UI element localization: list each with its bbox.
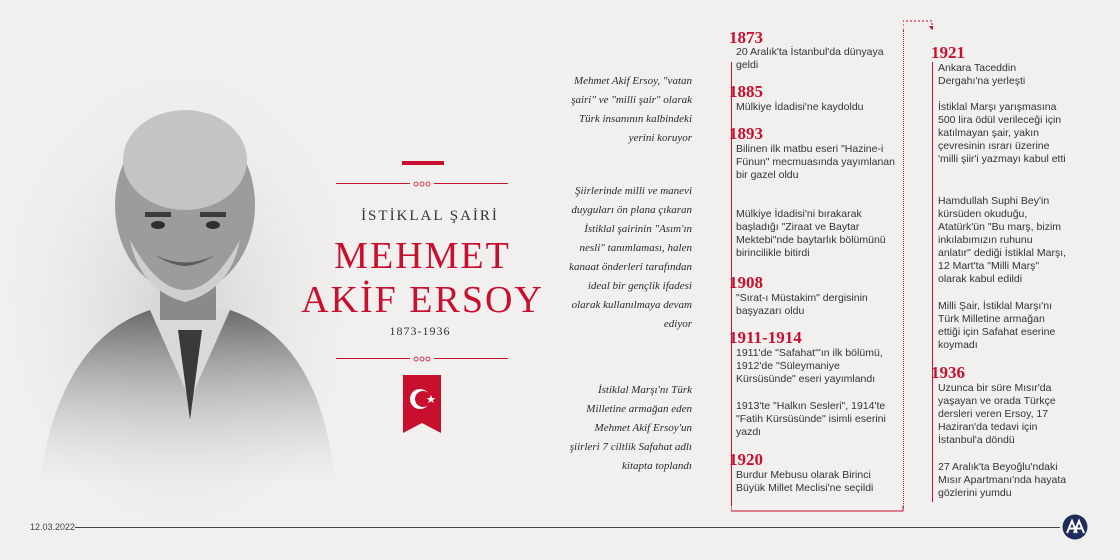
timeline-event: Hamdullah Suphi Bey'in kürsüden okuduğu, Atatürk'ün "Bu marş, bizim inkılabımızın ruhunu anlatır" dediği İstiklal Marşı, 12 Mart'ta "Milli Marş" olarak kabul edildi bbox=[938, 195, 1067, 285]
subtitle: İSTİKLAL ŞAİRİ bbox=[361, 208, 499, 224]
timeline-event: Mülkiye İdadisi'ni bırakarak başladığı "Ziraat ve Baytar Mektebi"nde baytarlık bölümünü birincilikle bitirdi bbox=[736, 208, 886, 259]
connector-arrow-icon bbox=[903, 20, 933, 30]
timeline-event: 1913'te "Halkın Sesleri", 1914'te "Fatih Kürsüsünde" isimli eserini yazdı bbox=[736, 400, 886, 438]
narrative-paragraph: Şiirlerinde milli ve manevi duyguları ön plana çıkaran İstiklal şairinin "Asım'ın nesli" tanımlaması, halen kanaat önderleri tarafından ideal bir gençlik ifadesi olarak kullanılmaya devam ediyor bbox=[569, 185, 692, 330]
timeline-event: Mülkiye İdadisi'ne kaydoldu bbox=[736, 101, 864, 113]
ornament-icon bbox=[410, 356, 434, 362]
timeline-year: 1921 bbox=[931, 43, 965, 62]
timeline-event: 27 Aralık'ta Beyoğlu'ndaki Mısır Apartmanı'nda hayata gözlerini yumdu bbox=[938, 461, 1067, 499]
timeline-year: 1908 bbox=[729, 273, 763, 292]
timeline-year: 1873 bbox=[729, 28, 763, 47]
timeline-event: İstiklal Marşı yarışmasına 500 lira ödül verileceği için katılmayan şair, yakın çevresinin ısrarı üzerine 'milli şiir'i yazmayı kabul etti bbox=[938, 101, 1066, 165]
timeline-event: Burdur Mebusu olarak Birinci Büyük Millet Meclisi'ne seçildi bbox=[736, 469, 874, 494]
timeline-event: 1911'de "Safahat"'ın ilk bölümü, 1912'de "Süleymaniye Kürsüsünde" eseri yayımlandı bbox=[736, 347, 883, 385]
timeline-event: Ankara Taceddin Dergahı'na yerleşti bbox=[938, 62, 1026, 87]
timeline-event: 20 Aralık'ta İstanbul'da dünyaya geldi bbox=[736, 46, 884, 71]
narrative-paragraph: Mehmet Akif Ersoy, "vatan şairi" ve "milli şair" olarak Türk insanının kalbindeki yerini koruyor bbox=[571, 75, 692, 144]
decorative-red-bar bbox=[402, 161, 444, 165]
timeline-event: Uzunca bir süre Mısır'da yaşayan ve orada Türkçe dersleri veren Ersoy, 17 Haziran'da tedavi için İstanbul'a döndü bbox=[938, 382, 1056, 446]
timeline-year: 1911-1914 bbox=[729, 328, 802, 347]
turkish-flag-icon bbox=[403, 375, 441, 433]
timeline-line-right bbox=[932, 62, 933, 502]
name-line-2: AKİF ERSOY bbox=[301, 279, 544, 321]
date-label: 12.03.2022 bbox=[30, 522, 76, 532]
portrait-photo bbox=[0, 40, 340, 520]
aa-logo-icon bbox=[1062, 514, 1088, 540]
timeline-year: 1920 bbox=[729, 450, 763, 469]
timeline-year: 1885 bbox=[729, 82, 763, 101]
name-line-1: MEHMET bbox=[334, 235, 511, 277]
timeline-connector bbox=[903, 30, 904, 508]
timeline-year: 1893 bbox=[729, 124, 763, 143]
timeline-event: Milli Şair, İstiklal Marşı'nı Türk Milletine armağan ettiği için Safahat eserine koymadı bbox=[938, 300, 1056, 351]
life-years: 1873-1936 bbox=[389, 324, 451, 338]
timeline-event: "Sırat-ı Müstakim" dergisinin başyazarı oldu bbox=[736, 292, 868, 317]
narrative-paragraph: İstiklal Marşı'nı Türk Milletine armağan eden Mehmet Akif Ersoy'un şiirleri 7 ciltlik Safahat adlı kitapta toplandı bbox=[569, 384, 692, 472]
timeline-year: 1936 bbox=[931, 363, 965, 382]
footer-divider bbox=[75, 527, 1060, 528]
connector-bottom-icon bbox=[731, 506, 904, 512]
ornament-icon bbox=[410, 181, 434, 187]
timeline-event: Bilinen ilk matbu eseri "Hazine-i Fünun" mecmuasında yayımlanan bir gazel oldu bbox=[736, 143, 895, 181]
